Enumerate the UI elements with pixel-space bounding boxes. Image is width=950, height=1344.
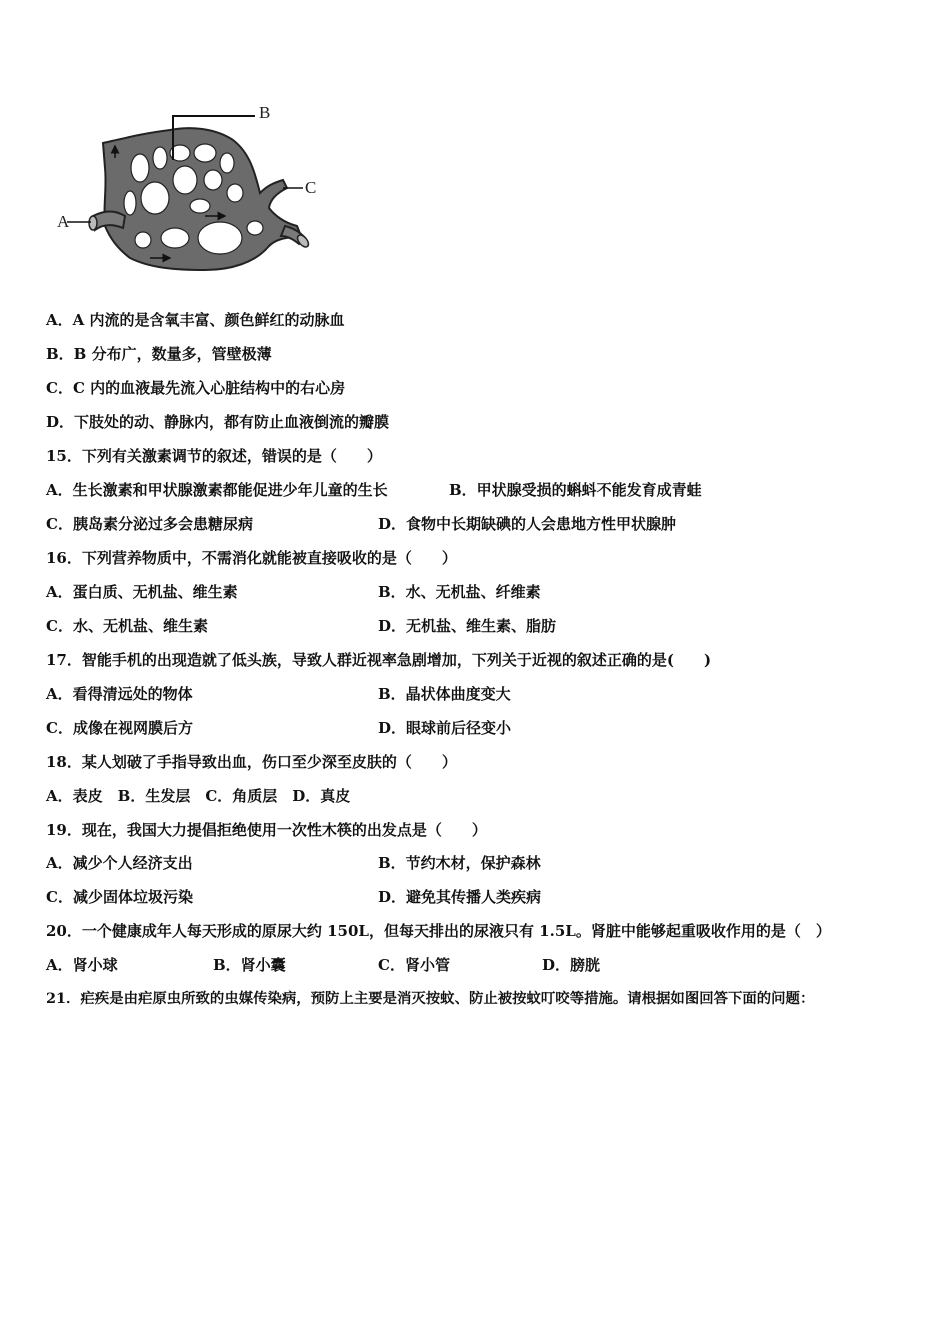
label-c: C	[305, 178, 317, 197]
label-a: A	[57, 212, 70, 231]
q15-option-a: A．生长激素和甲状腺激素都能促进少年儿童的生长	[46, 481, 388, 499]
q21-stem: 21．疟疾是由疟原虫所致的虫媒传染病，预防上主要是消灭按蚊、防止被按蚊叮咬等措施。请根据如图回答下面的问题：	[46, 990, 815, 1007]
q14-option-c: C．C 内的血液最先流入心脏结构中的右心房	[46, 379, 346, 397]
q20-option-b: B．肾小囊	[213, 956, 286, 974]
q15-stem: 15．下列有关激素调节的叙述，错误的是（ ）	[46, 447, 382, 465]
q20-option-c: C．肾小管	[378, 956, 450, 974]
q19-option-c: C．减少固体垃圾污染	[46, 888, 193, 906]
q19-option-a: A．减少个人经济支出	[46, 854, 193, 872]
q18-stem: 18．某人划破了手指导致出血，伤口至少深至皮肤的（ ）	[46, 753, 457, 771]
q17-option-b: B．晶状体曲度变大	[378, 685, 511, 703]
q16-stem: 16．下列营养物质中，不需消化就能被直接吸收的是（ ）	[46, 549, 457, 567]
q15-option-b: B．甲状腺受损的蝌蚪不能发育成青蛙	[449, 481, 702, 499]
q15-option-c: C．胰岛素分泌过多会患糖尿病	[46, 515, 253, 533]
q14-option-d: D．下肢处的动、静脉内，都有防止血液倒流的瓣膜	[46, 413, 390, 431]
q19-option-d: D．避免其传播人类疾病	[378, 888, 542, 906]
q20-option-a: A．肾小球	[46, 956, 118, 974]
q16-option-d: D．无机盐、维生素、脂肪	[378, 617, 557, 635]
q19-option-b: B．节约木材，保护森林	[378, 854, 541, 872]
q17-option-a: A．看得清远处的物体	[46, 685, 193, 703]
q14-option-b: B．B 分布广，数量多，管壁极薄	[46, 345, 272, 363]
label-b: B	[259, 103, 271, 122]
capillary-network-figure	[55, 98, 325, 278]
q20-option-d: D．膀胱	[542, 956, 601, 974]
q16-option-b: B．水、无机盐、纤维素	[378, 583, 541, 601]
q20-stem: 20．一个健康成年人每天形成的原尿大约 150L，但每天排出的尿液只有 1.5L。肾脏中能够起重吸收作用的是（ ）	[46, 922, 831, 940]
q17-option-c: C．成像在视网膜后方	[46, 719, 193, 737]
q17-option-d: D．眼球前后径变小	[378, 719, 512, 737]
q19-stem: 19．现在，我国大力提倡拒绝使用一次性木筷的出发点是（ ）	[46, 821, 487, 839]
q16-option-a: A．蛋白质、无机盐、维生素	[46, 583, 238, 601]
q16-option-c: C．水、无机盐、维生素	[46, 617, 208, 635]
q14-option-a: A．A 内流的是含氧丰富、颜色鲜红的动脉血	[46, 311, 345, 329]
q17-stem: 17．智能手机的出现造就了低头族，导致人群近视率急剧增加，下列关于近视的叙述正确的是( )	[46, 651, 712, 669]
q15-option-d: D．食物中长期缺碘的人会患地方性甲状腺肿	[378, 515, 677, 533]
q18-options: A．表皮 B．生发层 C．角质层 D．真皮	[46, 787, 351, 805]
